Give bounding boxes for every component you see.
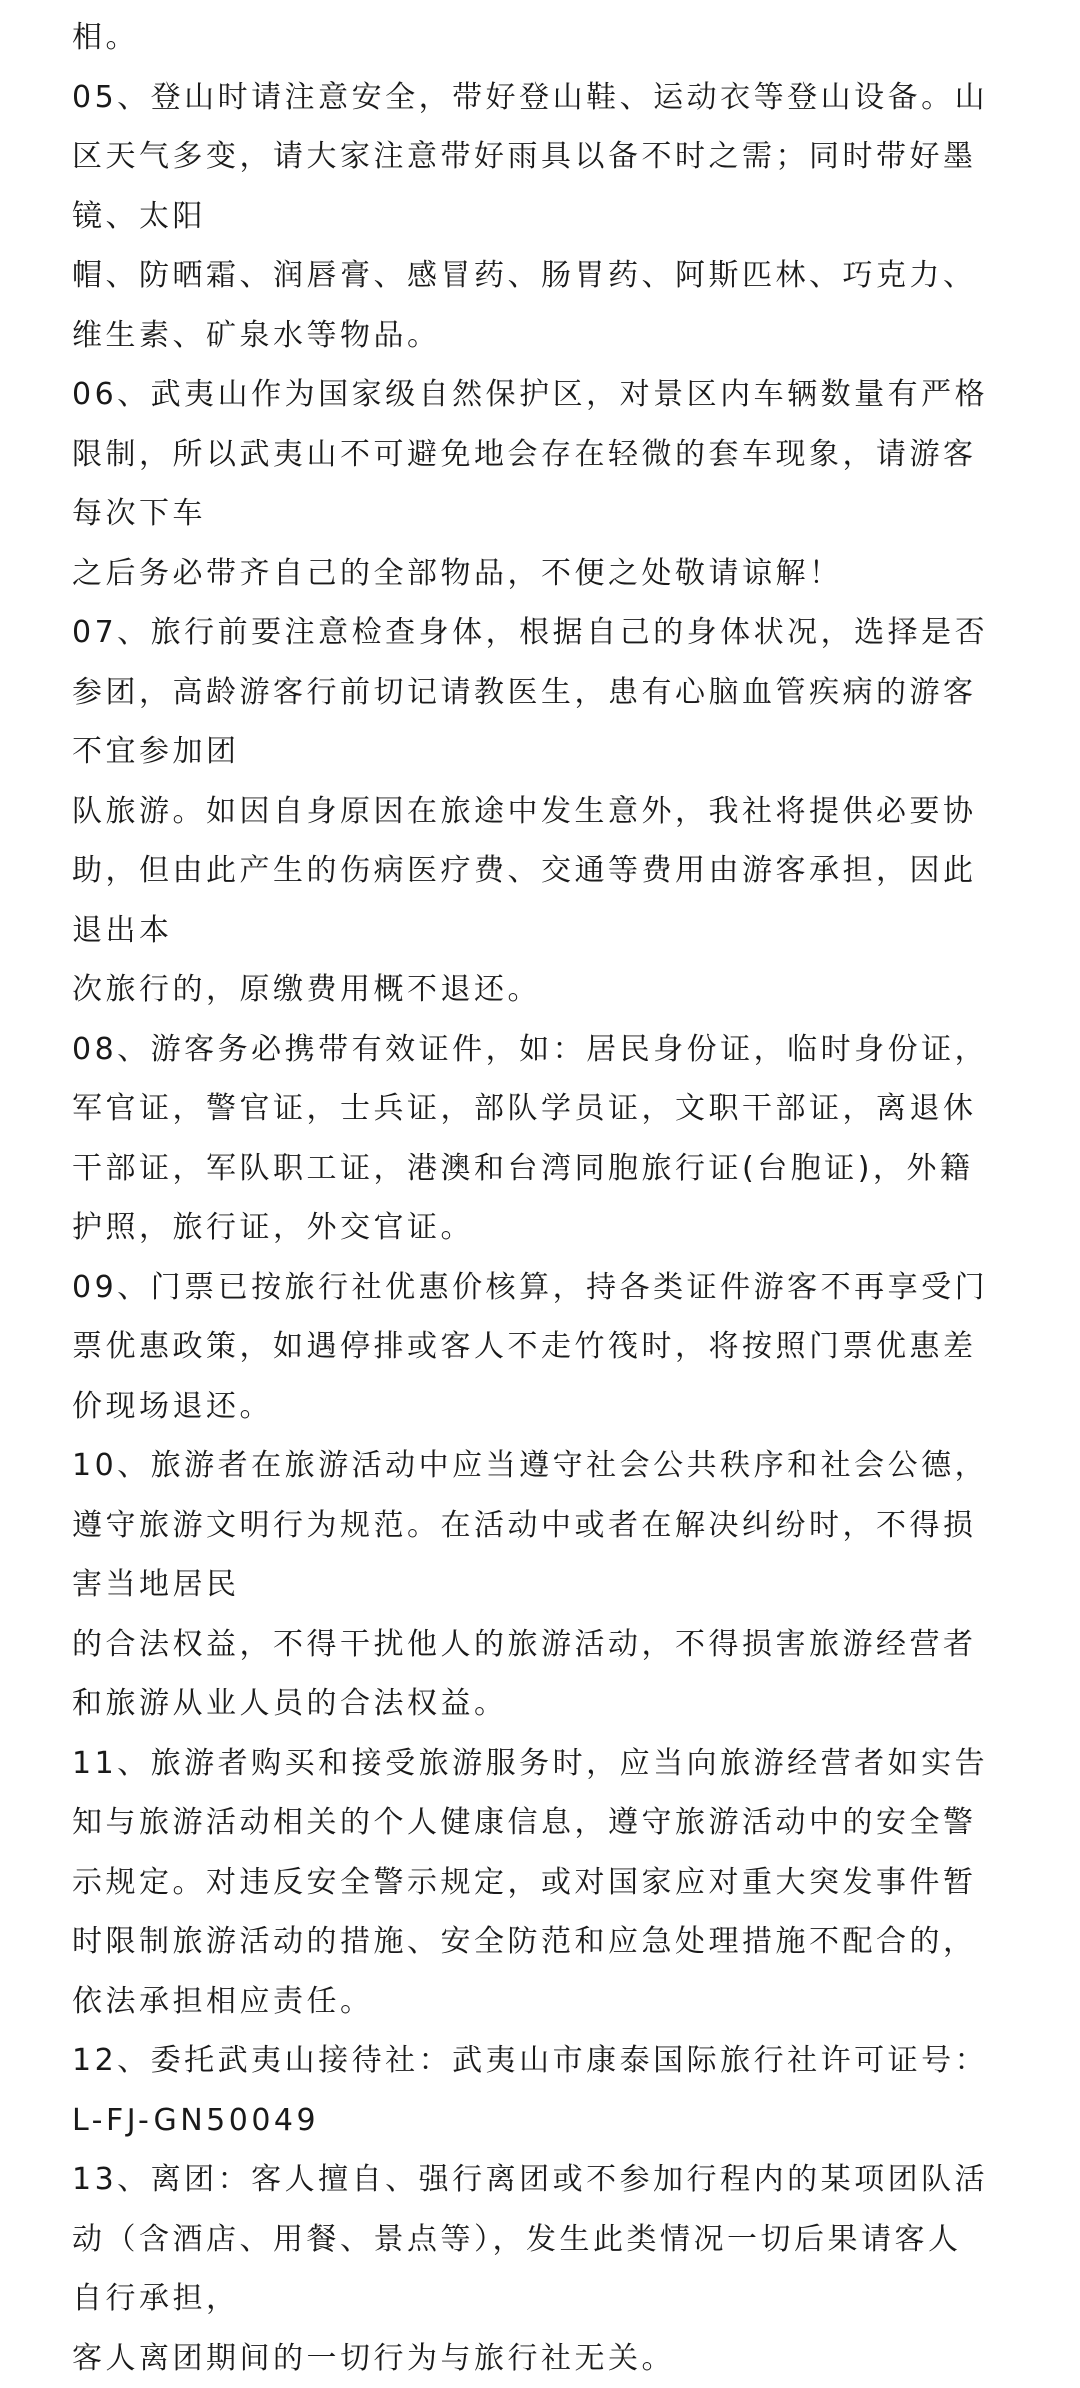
text-line: 每次下车 [72,484,1022,544]
text-line: 08、游客务必携带有效证件，如：居民身份证，临时身份证， [72,1020,1022,1080]
document-body [72,8,1022,2388]
text-line: 队旅游。如因自身原因在旅途中发生意外，我社将提供必要协 [72,782,1022,842]
text-line: 05、登山时请注意安全，带好登山鞋、运动衣等登山设备。山 [72,68,1022,128]
text-line: 知与旅游活动相关的个人健康信息，遵守旅游活动中的安全警 [72,1793,1022,1853]
text-line: 相。 [72,8,1022,68]
text-line: 遵守旅游文明行为规范。在活动中或者在解决纠纷时，不得损 [72,1496,1022,1556]
text-line: 11、旅游者购买和接受旅游服务时，应当向旅游经营者如实告 [72,1734,1022,1794]
text-line: 参团，高龄游客行前切记请教医生，患有心脑血管疾病的游客 [72,663,1022,723]
text-line: L-FJ-GN50049 [72,2091,1022,2151]
text-line: 助，但由此产生的伤病医疗费、交通等费用由游客承担，因此 [72,841,1022,901]
text-line: 镜、太阳 [72,187,1022,247]
text-line: 票优惠政策，如遇停排或客人不走竹筏时，将按照门票优惠差 [72,1317,1022,1377]
text-line: 退出本 [72,901,1022,961]
text-line: 限制，所以武夷山不可避免地会存在轻微的套车现象，请游客 [72,425,1022,485]
text-line: 和旅游从业人员的合法权益。 [72,1674,1022,1734]
text-line: 07、旅行前要注意检查身体，根据自己的身体状况，选择是否 [72,603,1022,663]
text-line: 12、委托武夷山接待社：武夷山市康泰国际旅行社许可证号： [72,2031,1022,2091]
text-line: 10、旅游者在旅游活动中应当遵守社会公共秩序和社会公德， [72,1436,1022,1496]
text-line: 维生素、矿泉水等物品。 [72,306,1022,366]
text-line: 动（含酒店、用餐、景点等），发生此类情况一切后果请客人 [72,2210,1022,2270]
text-line: 干部证，军队职工证，港澳和台湾同胞旅行证(台胞证)，外籍 [72,1139,1022,1199]
text-line: 的合法权益，不得干扰他人的旅游活动，不得损害旅游经营者 [72,1615,1022,1675]
text-line: 帽、防晒霜、润唇膏、感冒药、肠胃药、阿斯匹林、巧克力、 [72,246,1022,306]
text-line: 之后务必带齐自己的全部物品，不便之处敬请谅解！ [72,544,1022,604]
text-line: 示规定。对违反安全警示规定，或对国家应对重大突发事件暂 [72,1853,1022,1913]
text-line: 客人离团期间的一切行为与旅行社无关。 [72,2329,1022,2388]
text-line: 依法承担相应责任。 [72,1972,1022,2032]
text-line: 09、门票已按旅行社优惠价核算，持各类证件游客不再享受门 [72,1258,1022,1318]
text-line: 13、离团：客人擅自、强行离团或不参加行程内的某项团队活 [72,2150,1022,2210]
text-line: 军官证，警官证，士兵证，部队学员证，文职干部证，离退休 [72,1079,1022,1139]
text-line: 害当地居民 [72,1555,1022,1615]
text-line: 时限制旅游活动的措施、安全防范和应急处理措施不配合的， [72,1912,1022,1972]
text-line: 区天气多变，请大家注意带好雨具以备不时之需；同时带好墨 [72,127,1022,187]
text-line: 自行承担， [72,2269,1022,2329]
text-line: 护照，旅行证，外交官证。 [72,1198,1022,1258]
text-line: 次旅行的，原缴费用概不退还。 [72,960,1022,1020]
text-line: 06、武夷山作为国家级自然保护区，对景区内车辆数量有严格 [72,365,1022,425]
text-line: 不宜参加团 [72,722,1022,782]
text-line: 价现场退还。 [72,1377,1022,1437]
